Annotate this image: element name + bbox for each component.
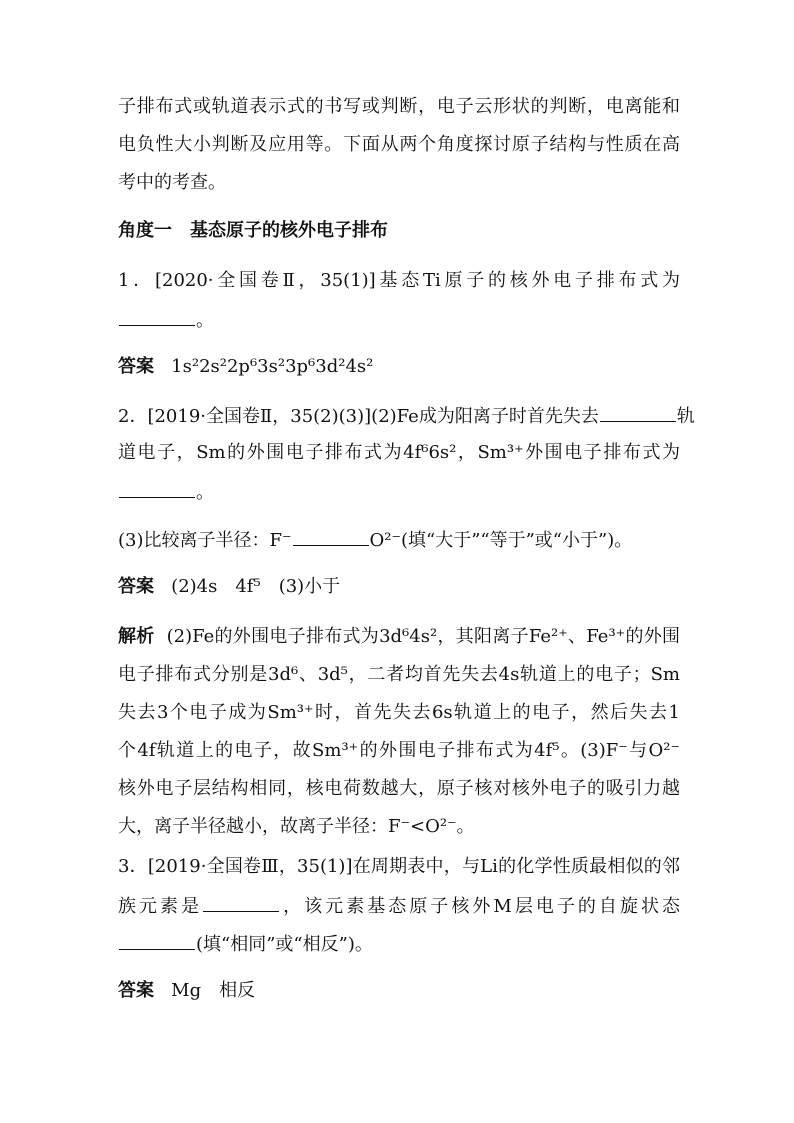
answer-blank <box>119 480 195 498</box>
answer-label: 答案 <box>118 980 154 1001</box>
answer-label: 答案 <box>118 576 154 597</box>
question-number: 2． <box>118 406 148 427</box>
question-2-line-3: 。 <box>118 480 680 502</box>
question-source: [2019·全国卷Ⅲ，35(1)] <box>147 856 353 877</box>
answer-blank <box>119 932 195 950</box>
intro-line-3: 考中的考查。 <box>118 172 226 193</box>
explanation-2-line-1: 解析 (2)Fe的外围电子排布式为3d⁶4s²，其阳离子Fe²⁺、Fe³⁺的外围 <box>118 626 681 647</box>
answer-blank <box>119 308 195 326</box>
section-title: 角度一 基态原子的核外电子排布 <box>118 220 388 241</box>
answer-label: 答案 <box>118 356 154 377</box>
question-number: 3． <box>118 856 148 877</box>
explanation-label: 解析 <box>118 626 155 647</box>
question-2-line-2: 道电子，Sm的外围电子排布式为4f⁶6s²，Sm³⁺外围电子排布式为 <box>118 442 680 463</box>
explanation-2-line-2: 电子排布式分别是3d⁶、3d⁵，二者均首先失去4s轨道上的电子；Sm <box>118 664 680 685</box>
answer-blank <box>600 404 676 422</box>
question-3-line-2: 族元素是 ，该元素基态原子核外M层电子的自旋状态 <box>118 896 681 917</box>
intro-line-2: 电负性大小判断及应用等。下面从两个角度探讨原子结构与性质在高 <box>118 134 680 155</box>
answer-value: 1s²2s²2p⁶3s²3p⁶3d²4s² <box>171 356 374 377</box>
explanation-2-line-4: 个4f轨道上的电子，故Sm³⁺的外围电子排布式为4f⁵。(3)F⁻与O²⁻ <box>118 740 680 761</box>
question-3-line-3: (填“相同”或“相反”)。 <box>118 932 680 954</box>
question-1 <box>118 270 680 292</box>
question-1-line-2: 。 <box>118 308 680 330</box>
question-source: [2019·全国卷Ⅱ，35(2)(3)] <box>147 406 372 427</box>
question-source: [2020·全国卷Ⅱ，35(1)] <box>154 270 376 291</box>
answer-value: Mg 相反 <box>171 980 256 1001</box>
question-number: 1． <box>118 270 155 291</box>
answer-1 <box>118 356 680 378</box>
answer-3 <box>118 980 680 1002</box>
answer-2 <box>118 576 680 598</box>
question-2: 2．[2019·全国卷Ⅱ，35(2)(3)](2)Fe成为阳离子时首先失去 轨 <box>118 406 695 427</box>
question-3: 3．[2019·全国卷Ⅲ，35(1)]在周期表中，与Li的化学性质最相似的邻 <box>118 856 680 877</box>
question-text: 基态Ti原子的核外电子排布式为 <box>375 270 681 291</box>
answer-blank <box>203 894 279 912</box>
question-2-part-3: (3)比较离子半径：F⁻ O²⁻(填“大于”“等于”或“小于”)。 <box>118 530 633 551</box>
explanation-2-line-6: 大，离子半径越小，故离子半径：F⁻<O²⁻。 <box>118 816 475 837</box>
explanation-2-line-5: 核外电子层结构相同，核电荷数越大，原子核对核外电子的吸引力越 <box>118 778 680 799</box>
intro-line-1: 子排布式或轨道表示式的书写或判断，电子云形状的判断，电离能和 <box>118 96 680 117</box>
answer-blank <box>293 528 369 546</box>
explanation-2-line-3: 失去3个电子成为Sm³⁺时，首先失去6s轨道上的电子，然后失去1 <box>118 702 680 723</box>
answer-value: (2)4s 4f⁵ (3)小于 <box>171 576 341 597</box>
